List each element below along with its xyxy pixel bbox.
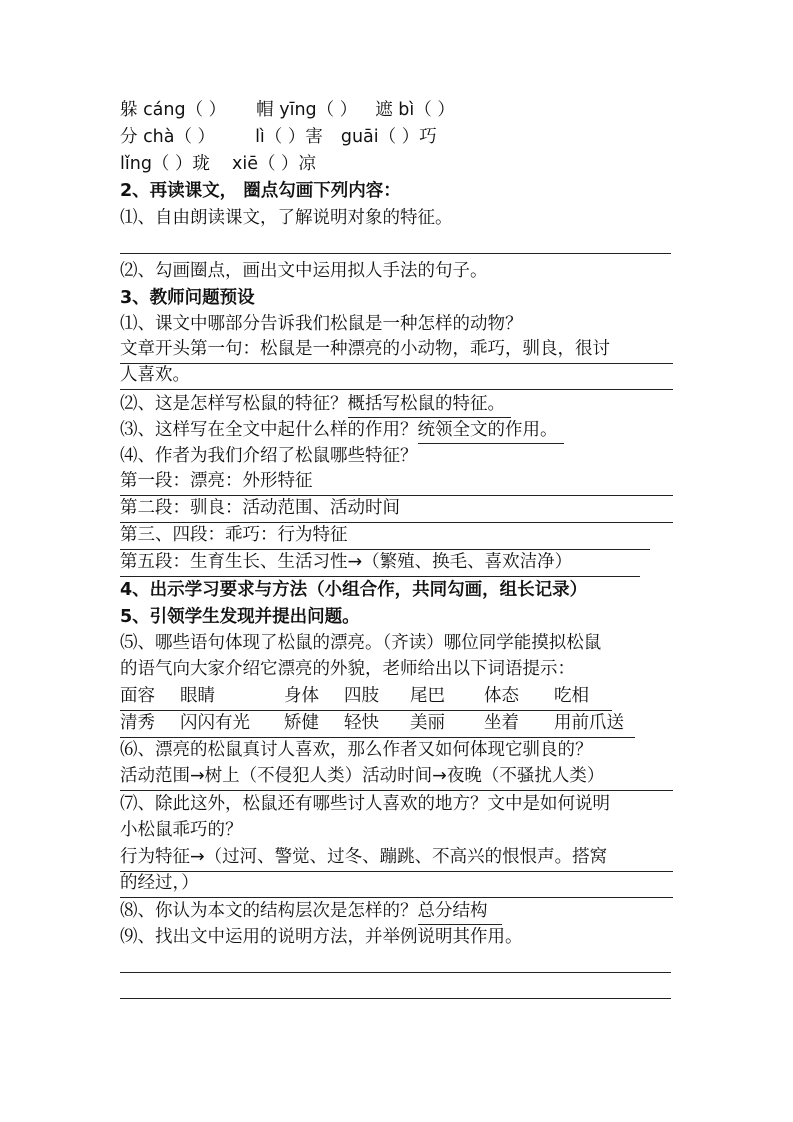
s3-answer-4-line: 第一段：漂亮：外形特征 [120, 469, 673, 496]
word-hint: 眼睛 [180, 686, 215, 706]
word-hint: 矫健 [284, 713, 319, 733]
s3-question-4: ⑷、作者为我们介绍了松鼠哪些特征？ [120, 446, 418, 466]
word-hint: 吃相 [554, 686, 589, 706]
s5-question-7-line-1: ⑺、除此这外，松鼠还有哪些讨人喜欢的地方？文中是如何说明 [120, 794, 610, 814]
pinyin-row-3 [120, 151, 316, 177]
s5-question-9: ⑼、找出文中运用的说明方法，并举例说明其作用。 [120, 927, 523, 947]
word-hint: 闪闪有光 [180, 713, 250, 733]
pinyin-item: 躲 cáng（ ） [120, 100, 227, 120]
s3-answer-4-line: 第三、四段：乖巧：行为特征 [120, 523, 650, 550]
s5-question-8: ⑻、你认为本文的结构层次是怎样的？ [120, 901, 418, 921]
s5-answer-8: 总分结构 [418, 899, 502, 925]
s5-question-5-line-1: ⑸、哪些语句体现了松鼠的漂亮。（齐读）哪位同学能摸拟松鼠 [120, 633, 602, 653]
word-hint: 尾巴 [410, 686, 445, 706]
s5-question-5-line-2: 的语气向大家介绍它漂亮的外貌，老师给出以下词语提示： [120, 659, 575, 679]
word-hint: 轻快 [344, 713, 379, 733]
s3-question-2-row [120, 391, 511, 417]
s3-answer-2: 概括写松鼠的特征。 [348, 392, 512, 418]
s3-answer-4-line: 第五段：生育生长、生活习性→（繁殖、换毛、喜欢洁净） [120, 550, 640, 577]
pinyin-item: 分 chà（ ） [120, 127, 216, 147]
word-hint: 美丽 [410, 713, 445, 733]
word-hint: 清秀 [120, 713, 155, 733]
word-hint: 面容 [120, 686, 155, 706]
pinyin-row-2 [120, 124, 437, 150]
answer-line [120, 998, 671, 999]
s5-answer-7-line-1: 行为特征→（过河、警觉、过冬、蹦跳、不高兴的恨恨声。搭窝 [120, 845, 673, 872]
section-2-heading: 2、再读课文， 圈点勾画下列内容： [120, 181, 401, 201]
s2-question-2: ⑵、勾画圈点，画出文中运用拟人手法的句子。 [120, 261, 488, 281]
word-hint: 用前爪送 [554, 713, 624, 733]
s5-answer-7-line-2: 的经过，） [120, 871, 673, 898]
s3-question-1: ⑴、课文中哪部分告诉我们松鼠是一种怎样的动物？ [120, 314, 523, 334]
s5-question-8-row [120, 898, 502, 924]
section-3-heading: 3、教师问题预设 [120, 288, 255, 308]
word-hint: 体态 [484, 686, 519, 706]
pinyin-row-1 [120, 97, 455, 123]
word-hint: 四肢 [344, 686, 379, 706]
s3-question-3-row [120, 417, 564, 443]
s3-answer-4-line: 第二段：驯良：活动范围、活动时间 [120, 496, 673, 523]
s3-answer-1-line-2: 人喜欢。 [120, 363, 673, 390]
pinyin-item: 帽 yīng（ ） [256, 100, 358, 120]
word-hint: 身体 [284, 686, 319, 706]
pinyin-item: lì（ ）害 [255, 127, 323, 147]
s5-question-6: ⑹、漂亮的松鼠真讨人喜欢，那么作者又如何体现它驯良的？ [120, 740, 593, 760]
answer-line [120, 972, 671, 973]
s3-answer-1-line-1: 文章开头第一句：松鼠是一种漂亮的小动物，乖巧，驯良，很讨 [120, 337, 673, 364]
s3-question-3: ⑶、这样写在全文中起什么样的作用？ [120, 420, 418, 440]
s5-answer-6: 活动范围→树上（不侵犯人类）活动时间→夜晚（不骚扰人类） [120, 764, 673, 791]
word-hints-bottom-row [120, 711, 635, 738]
pinyin-item: 遮 bì（ ） [375, 100, 455, 120]
word-hints-top-row [120, 684, 612, 711]
answer-line [120, 253, 671, 254]
section-4-heading: 4、出示学习要求与方法（小组合作，共同勾画，组长记录） [120, 580, 588, 600]
pinyin-item: lǐng（ ）珑 [120, 154, 210, 174]
s3-answer-3: 统领全文的作用。 [418, 418, 564, 444]
s2-question-1: ⑴、自由朗读课文，了解说明对象的特征。 [120, 208, 453, 228]
pinyin-item: guāi（ ）巧 [340, 127, 437, 147]
section-5-heading: 5、引领学生发现并提出问题。 [120, 607, 360, 627]
word-hint: 坐着 [484, 713, 519, 733]
pinyin-item: xiē（ ）凉 [232, 154, 317, 174]
s3-question-2: ⑵、这是怎样写松鼠的特征？ [120, 394, 348, 414]
s5-question-7-line-2: 小松鼠乖巧的？ [120, 820, 243, 840]
